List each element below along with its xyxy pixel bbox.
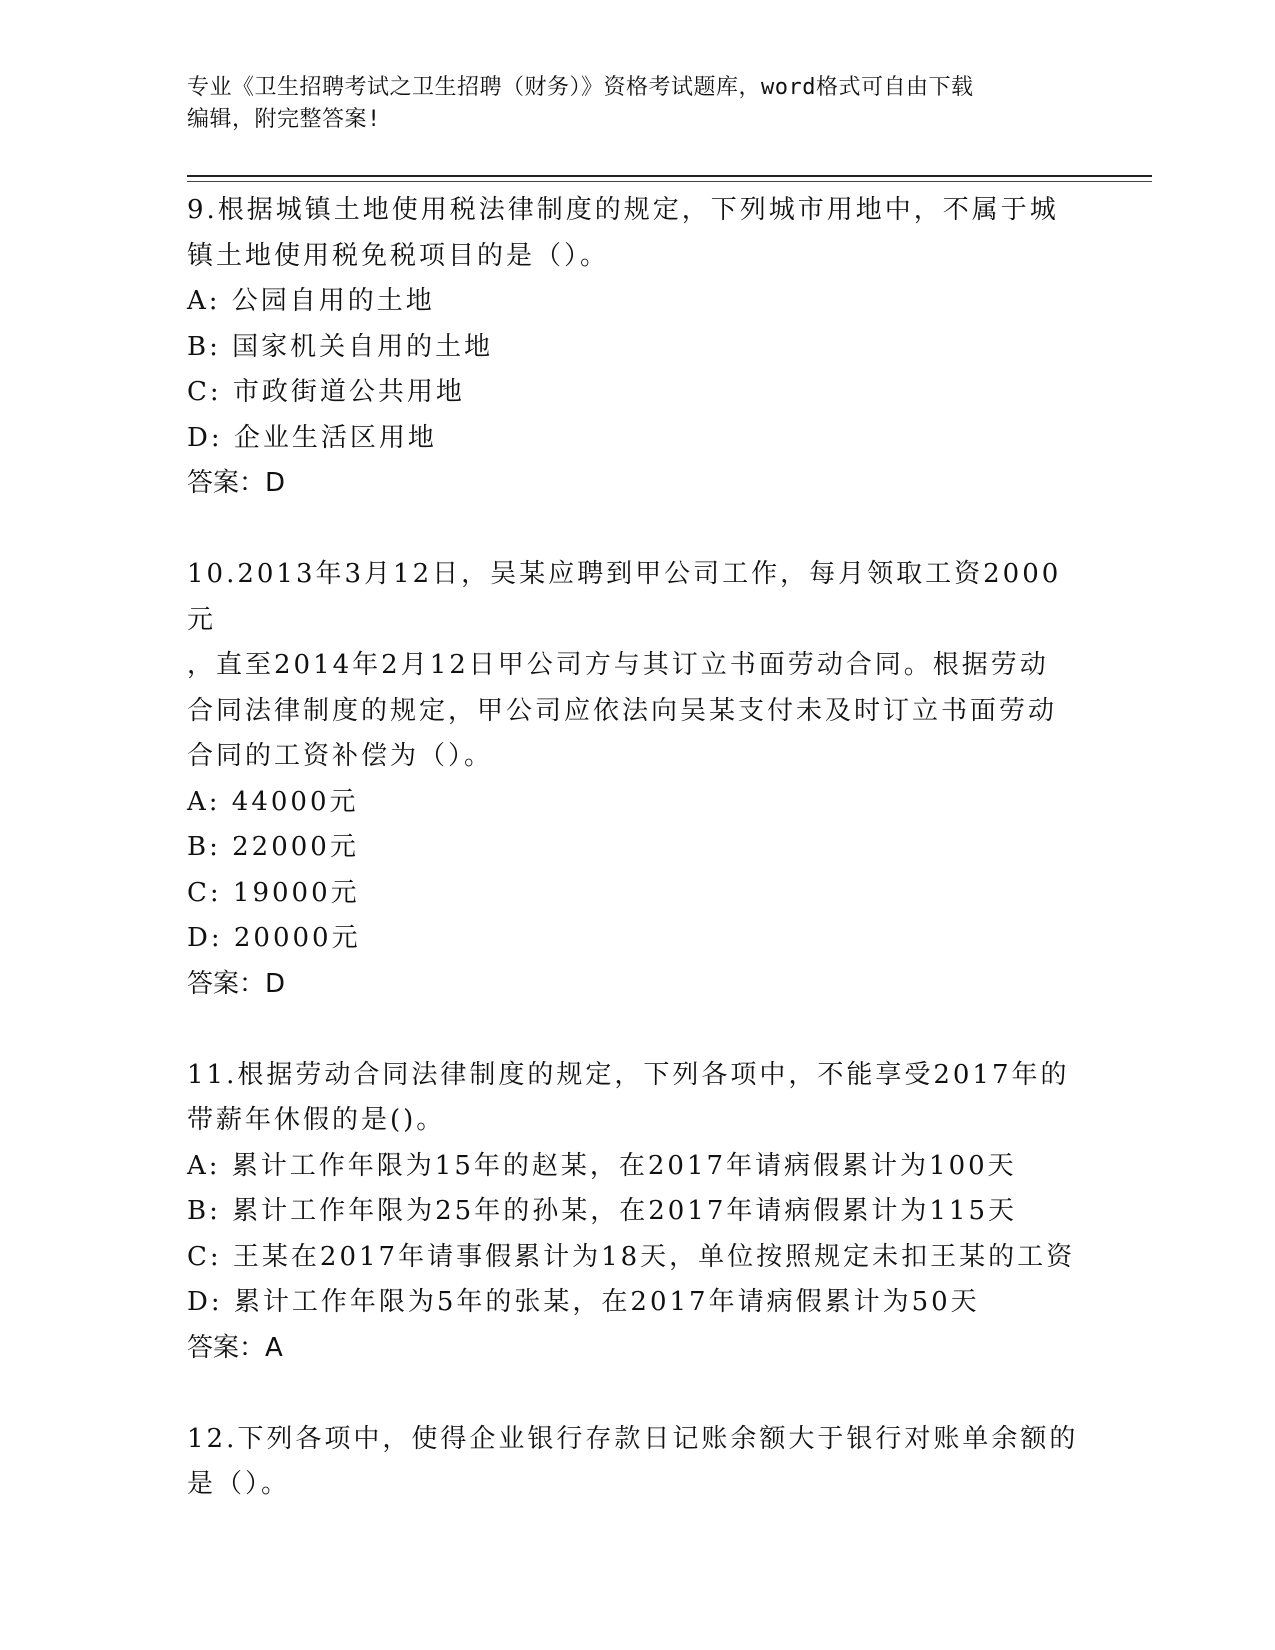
option-d: D: 累计工作年限为5年的张某，在2017年请病假累计为50天: [187, 1287, 980, 1317]
question-spacer: [187, 507, 1087, 553]
option-c: C: 19000元: [187, 877, 360, 908]
header-line-2: 编辑，附完整答案!: [187, 107, 381, 132]
question-stem-line: 11.根据劳动合同法律制度的规定，下列各项中，不能享受2017年的: [187, 1059, 1070, 1090]
question-stem-line: 带薪年休假的是()。: [187, 1105, 446, 1135]
answer-line: 答案：A: [187, 1332, 283, 1363]
option-c: C: 市政街道公共用地: [187, 377, 465, 407]
header-line-1: 专业《卫生招聘考试之卫生招聘（财务）》资格考试题库，word格式可自由下载: [187, 75, 974, 100]
question-stem-line: 合同法律制度的规定，甲公司应依法向吴某支付未及时订立书面劳动: [187, 695, 1058, 726]
option-d: D: 20000元: [187, 923, 361, 953]
question-spacer: [187, 1371, 1087, 1417]
header-divider-thin: [187, 181, 1152, 182]
question-stem-line: 是（）。: [187, 1469, 291, 1499]
question-stem-line: 合同的工资补偿为（）。: [187, 741, 494, 771]
option-a: A: 44000元: [187, 786, 359, 817]
answer-line: 答案：D: [187, 468, 286, 498]
option-b: B: 22000元: [187, 832, 359, 862]
option-a: A: 累计工作年限为15年的赵某，在2017年请病假累计为100天: [187, 1150, 1017, 1181]
header-divider-thick: [187, 175, 1152, 177]
question-11: [187, 1053, 1087, 1372]
answer-line: 答案：D: [187, 968, 286, 999]
option-d: D: 企业生活区用地: [187, 422, 437, 453]
option-a: A: 公园自用的土地: [187, 286, 435, 316]
question-10: [187, 552, 1087, 1007]
option-b: B: 国家机关自用的土地: [187, 331, 494, 362]
question-stem-line: ，直至2014年2月12日甲公司方与其订立书面劳动合同。根据劳动: [187, 650, 1049, 680]
question-12: [187, 1417, 1087, 1508]
question-spacer: [187, 1007, 1087, 1053]
question-9: [187, 188, 1087, 507]
question-stem-line: 镇土地使用税免税项目的是（）。: [187, 240, 610, 271]
document-header: [187, 72, 1087, 136]
question-list: [187, 188, 1087, 1508]
question-stem-line: 9.根据城镇土地使用税法律制度的规定，下列城市用地中，不属于城: [187, 195, 1059, 225]
option-b: B: 累计工作年限为25年的孙某，在2017年请病假累计为115天: [187, 1196, 1018, 1226]
question-stem-line: 12.下列各项中，使得企业银行存款日记账余额大于银行对账单余额的: [187, 1423, 1079, 1454]
question-stem-line: 10.2013年3月12日，吴某应聘到甲公司工作，每月领取工资2000元: [187, 559, 1062, 635]
option-c: C: 王某在2017年请事假累计为18天，单位按照规定未扣王某的工资: [187, 1241, 1076, 1272]
